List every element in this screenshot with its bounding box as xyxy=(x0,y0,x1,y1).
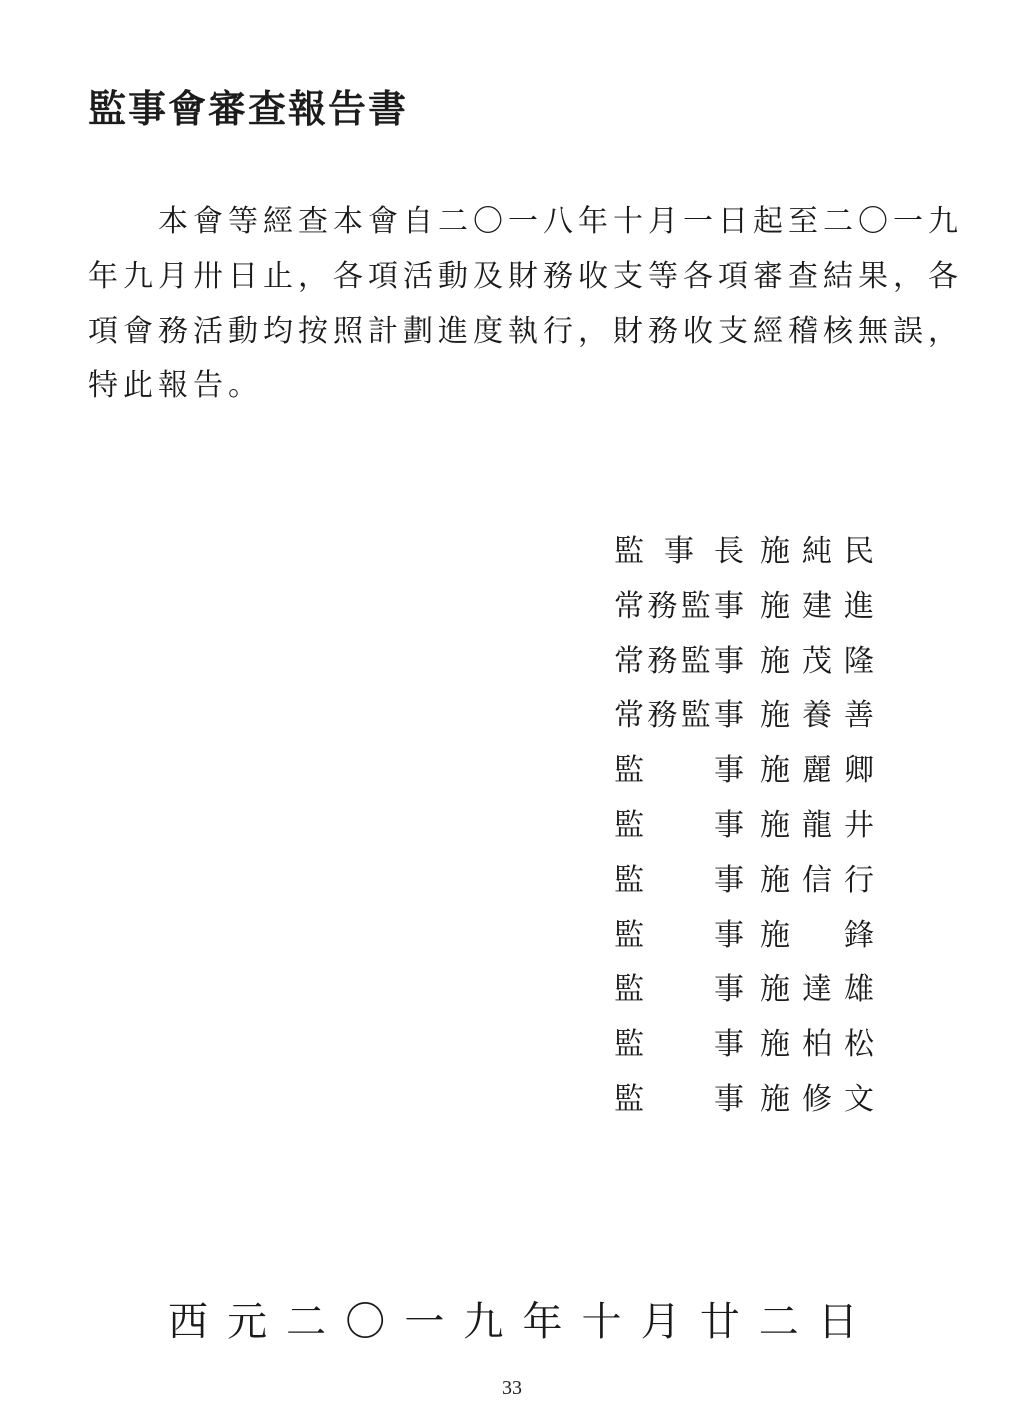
signature-row xyxy=(614,745,874,788)
signatory-name: 施 純 民 xyxy=(760,534,874,569)
signature-row xyxy=(614,526,874,569)
signature-row xyxy=(614,855,874,898)
body-line: 特此報告。 xyxy=(88,368,263,403)
signatory-title: 常 務 監 事 xyxy=(614,644,744,679)
body-line: 年九月卅日止，各項活動及財務收支等各項審查結果，各 xyxy=(88,259,963,294)
signatory-name: 施 龍 井 xyxy=(760,808,874,843)
signatory-name: 施 麗 卿 xyxy=(760,753,874,788)
signature-row xyxy=(614,636,874,679)
signatory-title: 監 事 xyxy=(614,753,744,788)
document-date: 西 元 二 〇 一 九 年 十 月 廿 二 日 xyxy=(168,1299,858,1345)
signature-row xyxy=(614,690,874,733)
signatory-title: 監 事 xyxy=(614,972,744,1007)
signatory-name: 施 鋒 xyxy=(760,918,874,953)
signature-row xyxy=(614,1074,874,1117)
signatory-title: 監 事 xyxy=(614,918,744,953)
signatory-name: 施 修 文 xyxy=(760,1082,874,1117)
signatory-title: 監 事 xyxy=(614,1027,744,1062)
signatory-title: 監 事 長 xyxy=(614,534,744,569)
signatory-title: 監 事 xyxy=(614,863,744,898)
signatory-name: 施 茂 隆 xyxy=(760,644,874,679)
signature-row xyxy=(614,800,874,843)
signatory-title: 監 事 xyxy=(614,1082,744,1117)
signature-row xyxy=(614,910,874,953)
body-line: 本會等經查本會自二〇一八年十月一日起至二〇一九 xyxy=(88,204,963,239)
signatory-name: 施 信 行 xyxy=(760,863,874,898)
signatory-title: 常 務 監 事 xyxy=(614,698,744,733)
signature-row xyxy=(614,964,874,1007)
signatory-name: 施 建 進 xyxy=(760,589,874,624)
page-number: 33 xyxy=(502,1377,522,1399)
signatory-title: 常 務 監 事 xyxy=(614,589,744,624)
signatory-name: 施 達 雄 xyxy=(760,972,874,1007)
body-line: 項會務活動均按照計劃進度執行，財務收支經稽核無誤， xyxy=(88,314,963,349)
signatory-title: 監 事 xyxy=(614,808,744,843)
signature-row xyxy=(614,1019,874,1062)
document-title: 監事會審查報告書 xyxy=(88,86,409,131)
signature-row xyxy=(614,581,874,624)
signatory-name: 施 養 善 xyxy=(760,698,874,733)
signatory-name: 施 柏 松 xyxy=(760,1027,874,1062)
